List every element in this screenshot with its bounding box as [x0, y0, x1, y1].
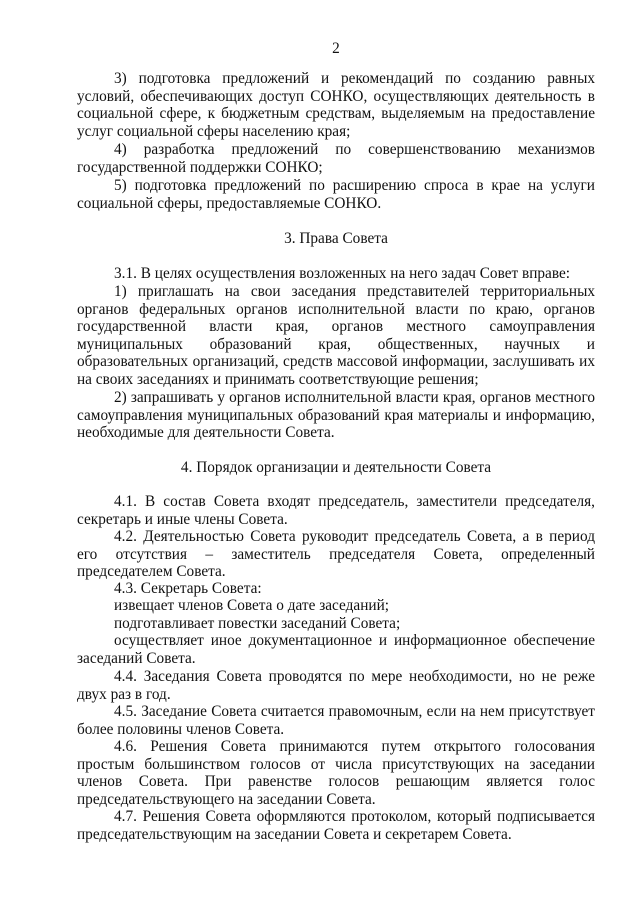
paragraph-4-3: 4.3. Секретарь Совета: [114, 580, 262, 597]
paragraph-4-1: 4.1. В состав Совета входят председатель, заместители председателя, секретарь и иные члены Совета. [77, 493, 595, 528]
paragraph-4-6: 4.6. Решения Совета принимаются путем открытого голосования простым большинством голосов от числа присутствующих на заседании членов Совета. При равенстве голосов решающим является голос председательствующего на заседании Совета. [77, 738, 595, 808]
section-3-heading: 3. Права Совета [284, 230, 388, 247]
paragraph-2-4: 4) разработка предложений по совершенствованию механизмов государственной поддержки СОНКО; [77, 141, 595, 176]
paragraph-4-4: 4.4. Заседания Совета проводятся по мере необходимости, но не реже двух раз в год. [77, 668, 595, 703]
page-number: 2 [332, 40, 340, 57]
paragraph-4-3-item-1: извещает членов Совета о дате заседаний; [114, 597, 390, 614]
paragraph-2-5: 5) подготовка предложений по расширению спроса в крае на услуги социальной сферы, предоставляемые СОНКО. [77, 177, 595, 212]
paragraph-4-3-item-2: подготавливает повестки заседаний Совета; [114, 615, 401, 632]
paragraph-3-1-1: 1) приглашать на свои заседания представителей территориальных органов федеральных органов исполнительной власти по краю, органов государственной власти края, органов местного самоуправления муниципальных образований края, общественных, научных и образовательных организаций, средств массовой информации, заслушивать их на своих заседаниях и принимать соответствующие решения; [77, 283, 595, 388]
paragraph-3-1: 3.1. В целях осуществления возложенных на него задач Совет вправе: [114, 265, 571, 282]
paragraph-3-1-2: 2) запрашивать у органов исполнительной власти края, органов местного самоуправления муниципальных образований края материалы и информацию, необходимые для деятельности Совета. [77, 389, 595, 442]
paragraph-4-3-item-3: осуществляет иное документационное и информационное обеспечение заседаний Совета. [77, 632, 595, 667]
paragraph-4-5: 4.5. Заседание Совета считается правомочным, если на нем присутствует более половины членов Совета. [77, 703, 595, 738]
section-4-heading: 4. Порядок организации и деятельности Совета [180, 459, 492, 476]
paragraph-4-7: 4.7. Решения Совета оформляются протоколом, который подписывается председательствующим на заседании Совета и секретарем Совета. [77, 808, 595, 843]
paragraph-2-3: 3) подготовка предложений и рекомендаций по созданию равных условий, обеспечивающих доступ СОНКО, осуществляющих деятельность в социальной сфере, к бюджетным средствам, выделяемым на предоставление услуг социальной сферы населению края; [77, 70, 595, 140]
paragraph-4-2: 4.2. Деятельностью Совета руководит председатель Совета, а в период его отсутствия – заместитель председателя Совета, определенный председателем Совета. [77, 528, 595, 581]
